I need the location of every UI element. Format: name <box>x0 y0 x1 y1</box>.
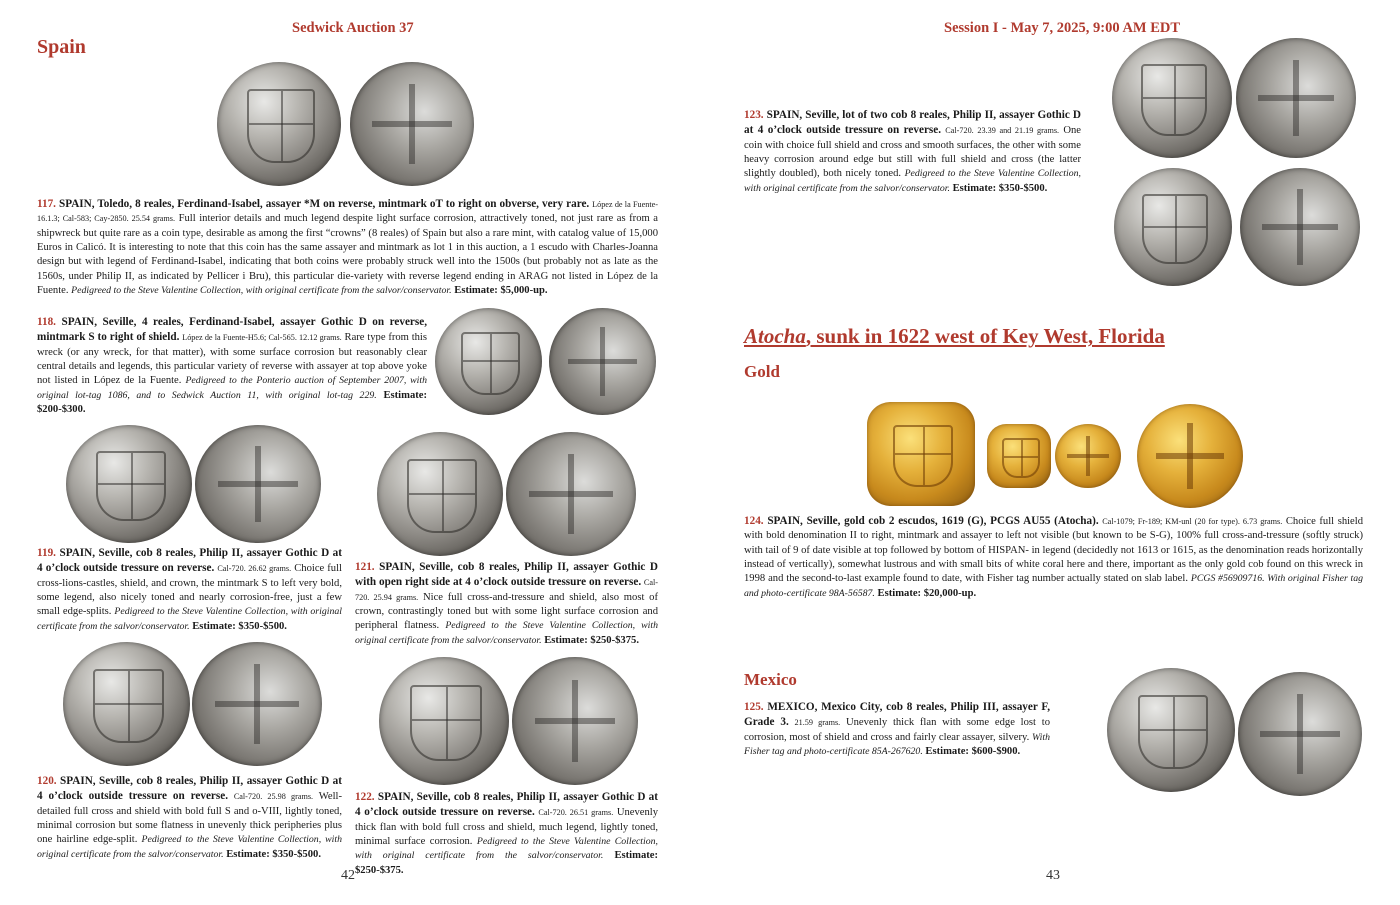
lot-117-description: 117. SPAIN, Toledo, 8 reales, Ferdinand-Isabel, assayer *M on reverse, mintmark oT to right on obverse, very rare. López de la Fuente-16.1.3; Cal-583; Cay-2850. 25.54 grams. Full interior details and much legend despite light surface corrosion, attractively toned, not just rare as from a shipwreck but quite rare as a coin type, desirable as among the first “crowns” (8 reales) of Spain but also a rare mint, with catalog value of 15,000 Euros in Calicó. It is interesting to note that this coin has the same assayer and mintmark as lot 1 in this auction, a 1 escudo with Charles-Joanna design but with legend of Ferdinand-Isabel, indicating that both coins were probably struck well into the 1500s (but probably not as late as the 1560s, under Philip II, as indicated by Pellicer i Bru), this particular die-variety with reverse legend ending in ARAG not listed in López de la Fuente. Pedigreed to the Steve Valentine Collection, with original certificate from the salvor/conservator. Estimate: $5,000-up. <box>37 198 658 297</box>
left-page-number: 42 <box>341 868 355 883</box>
coin-125-reverse-image <box>1238 672 1362 796</box>
lot-121-description: 121. SPAIN, Seville, cob 8 reales, Philip II, assayer Gothic D with open right side at 4 o’clock outside tressure on reverse. Cal-720. 25.94 grams. Nice full cross-and-tressure and shield, also most of crown, contrastingly toned but with some light surface corrosion and peripheral flatness. Pedigreed to the Steve Valentine Collection, with original certificate from the salvor/conservator. Estimate: $250-$375. <box>355 561 659 646</box>
coin-125-obverse-image <box>1107 668 1235 792</box>
section-mexico: Mexico <box>744 670 797 689</box>
left-running-header: Sedwick Auction 37 <box>292 20 414 36</box>
coin-121-obverse-image <box>377 432 503 556</box>
coin-123-obverse-image <box>1112 38 1232 158</box>
coin-124-obverse-image <box>867 402 975 506</box>
atocha-heading: Atocha, sunk in 1622 west of Key West, Florida <box>744 324 1165 348</box>
coin-122-reverse-image <box>512 657 638 785</box>
coin-118-obverse-image <box>435 308 542 415</box>
lot-120-description: 120. SPAIN, Seville, cob 8 reales, Philip II, assayer Gothic D at 4 o’clock outside tressure on reverse. Cal-720. 25.98 grams. Well-detailed full cross and shield with bold full S and o-VIII, lightly toned, minimal corrosion but some flatness in unevenly thick peripheries plus one hairline edge-split. Pedigreed to the Steve Valentine Collection, with original certificate from the salvor/conservator. Estimate: $350-$500. <box>37 775 342 860</box>
lot-124-description: 124. SPAIN, Seville, gold cob 2 escudos, 1619 (G), PCGS AU55 (Atocha). Cal-1079; Fr-189; KM-unl (20 for type). 6.73 grams. Choice full shield with bold denomination II to right, mintmark and assayer to left not visible (but known to be S-G), 100% full cross-and-tressure (softly struck) with tail of 9 of date visible at top followed by bottom of HISPAN- in legend (decidedly not 1613 or 1615, as the denomination reads horizontally instead of vertically), somewhat lustrous and with small bits of white coral here and there, important as the only gold cob found on this wreck in 1998 and the second-to-last example found to date, with Fisher tag number actually stated on slab label. PCGS #56909716. With original Fisher tag and photo-certificate 98A-56587. Estimate: $20,000-up. <box>744 515 1363 599</box>
section-spain: Spain <box>37 36 86 58</box>
coin-119-reverse-image <box>195 425 321 543</box>
coin-124-reverse-image <box>1137 404 1243 508</box>
lot-123-description: 123. SPAIN, Seville, lot of two cob 8 reales, Philip II, assayer Gothic D at 4 o’clock outside tressure on reverse. Cal-720. 23.39 and 21.19 grams. One coin with choice full shield and cross and smooth surfaces, the other with some heavy corrosion around edge but still with full shield and cross (the latter slightly doubled), both nicely toned. Pedigreed to the Steve Valentine Collection, with original certificate from the salvor/conservator. Estimate: $350-$500. <box>744 109 1081 194</box>
coin-124-slab-reverse-image <box>1055 424 1121 488</box>
coin-117-reverse-image <box>350 62 474 186</box>
coin-122-obverse-image <box>379 657 509 785</box>
coin-121-reverse-image <box>506 432 636 556</box>
right-page <box>700 0 1400 905</box>
lot-122-description: 122. SPAIN, Seville, cob 8 reales, Philip II, assayer Gothic D at 4 o’clock outside tressure on reverse. Cal-720. 26.51 grams. Unevenly thick flan with bold full cross and shield, much legend, lightly toned, minimal surface corrosion. Pedigreed to the Steve Valentine Collection, with original certificate from the salvor/conservator. Estimate: $250-$375. <box>355 791 659 876</box>
section-gold: Gold <box>744 362 780 381</box>
lot-125-description: 125. MEXICO, Mexico City, cob 8 reales, Philip III, assayer F, Grade 3. 21.59 grams. Unevenly thick flan with some edge lost to corrosion, most of shield and cross and fairly clear assayer, silvery. With Fisher tag and photo-certificate 85A-267620. Estimate: $600-$900. <box>744 701 1050 758</box>
coin-123b-reverse-image <box>1240 168 1360 286</box>
lot-118-description: 118. SPAIN, Seville, 4 reales, Ferdinand-Isabel, assayer Gothic D on reverse, mintmark S to right of shield. López de la Fuente-H5.6; Cal-565. 12.12 grams. Rare type from this wreck (or any wreck, for that matter), with some surface corrosion but reasonably clear central details and legends, this particular variety of reverse with assayer at top above yoke not listed in López de la Fuente. Pedigreed to the Ponterio auction of September 2007, with original lot-tag 1086, and to Sedwick Auction 11, with original lot-tag 229. Estimate: $200-$300. <box>37 316 428 416</box>
lot-119-description: 119. SPAIN, Seville, cob 8 reales, Philip II, assayer Gothic D at 4 o’clock outside tressure on reverse. Cal-720. 26.62 grams. Choice full cross-lions-castles, shield, and crown, the mintmark S to left very bold, some legend, also nicely toned and nearly corrosion-free, just a few small edge-splits. Pedigreed to the Steve Valentine Collection, with original certificate from the salvor/conservator. Estimate: $350-$500. <box>37 547 342 632</box>
coin-119-obverse-image <box>66 425 192 543</box>
coin-123-reverse-image <box>1236 38 1356 158</box>
coin-124-slab-obverse-image <box>987 424 1051 488</box>
coin-117-obverse-image <box>217 62 341 186</box>
coin-118-reverse-image <box>549 308 656 415</box>
coin-123b-obverse-image <box>1114 168 1232 286</box>
coin-120-obverse-image <box>63 642 190 766</box>
right-page-number: 43 <box>1046 868 1060 883</box>
right-running-header: Session I - May 7, 2025, 9:00 AM EDT <box>944 20 1181 36</box>
coin-120-reverse-image <box>192 642 322 766</box>
